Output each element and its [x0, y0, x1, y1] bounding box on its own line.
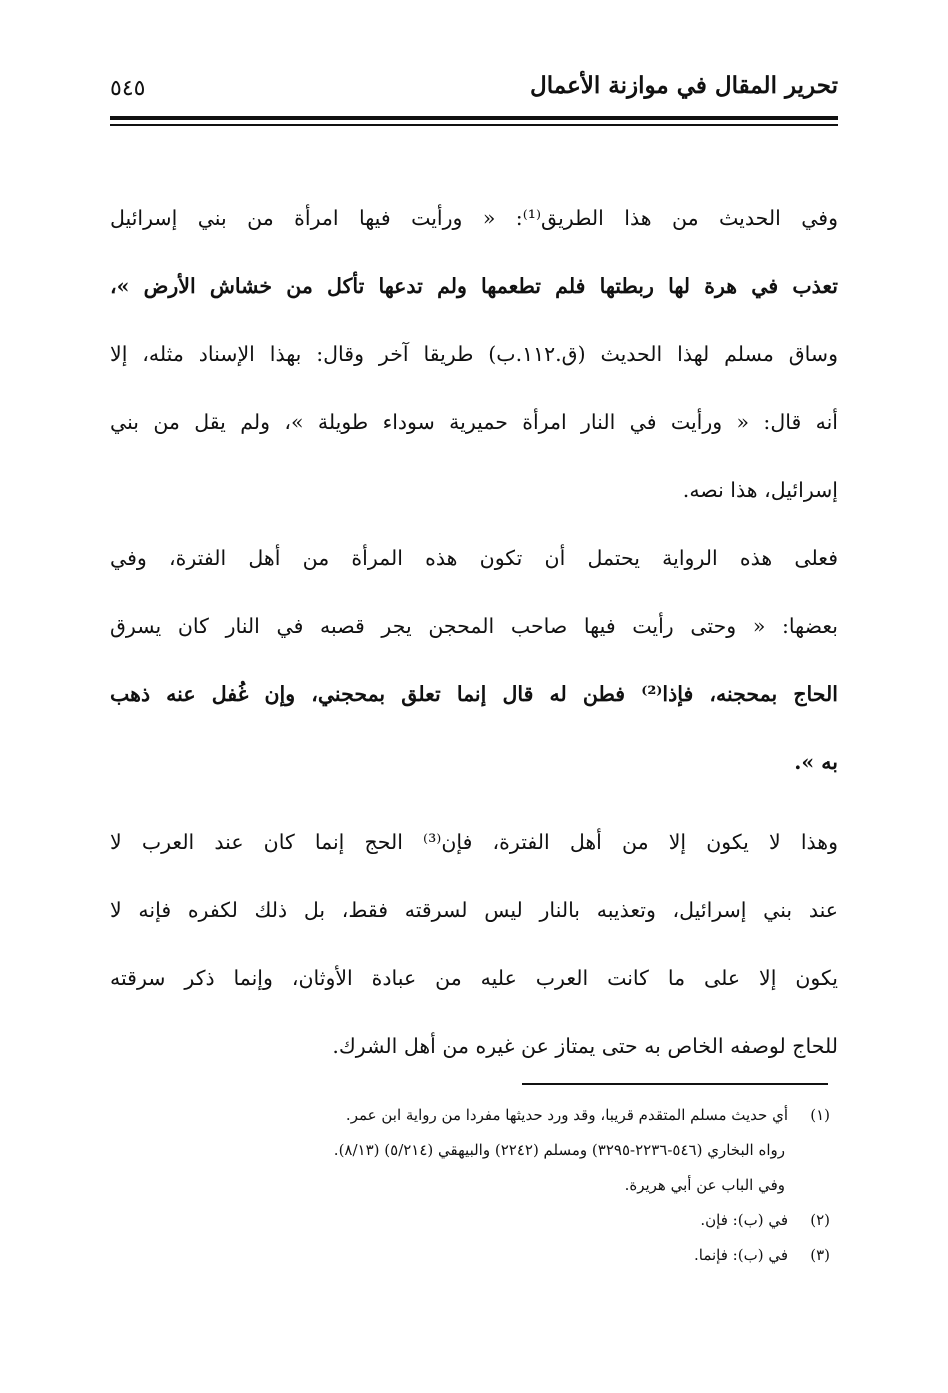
text-line: أنه قال: « ورأيت في النار امرأة حميرية سوداء طويلة »، ولم يقل من بني: [110, 410, 838, 434]
text-line: به ».: [794, 750, 838, 774]
text-line: فعلى هذه الرواية يحتمل أن تكون هذه المرأة من أهل الفترة، وفي: [110, 546, 838, 570]
footnote-text: وفي الباب عن أبي هريرة.: [624, 1176, 785, 1194]
text-line: وساق مسلم لهذا الحديث (ق.١١٢.ب) طريقا آخر وقال: بهذا الإسناد مثله، إلا: [110, 342, 838, 366]
header-rule-thick: [110, 116, 838, 120]
footnote-number: (٣): [810, 1246, 830, 1264]
footnote-text: رواه البخاري (٥٤٦-٢٢٣٦-٣٢٩٥) ومسلم (٢٢٤٢) والبيهقي (٥/٢١٤) (٨/١٣).: [333, 1141, 785, 1159]
text-line: بعضها: « وحتى رأيت فيها صاحب المحجن يجر قصبه في النار كان يسرق: [110, 614, 838, 638]
footnote-number: (٢): [810, 1211, 830, 1229]
text-line: وفي الحديث من هذا الطريق⁽¹⁾: « ورأيت فيها امرأة من بني إسرائيل: [110, 206, 838, 230]
footnote-text: أي حديث مسلم المتقدم قريبا، وقد ورد حديثها مفردا من رواية ابن عمر.: [345, 1106, 788, 1124]
text-line: الحاج بمحجنه، فإذا⁽²⁾ فطن له قال إنما تعلق بمحجني، وإن غُفل عنه ذهب: [110, 682, 838, 706]
footnote-separator: [522, 1083, 828, 1085]
footnote-item: [160, 1170, 830, 1205]
text-line: تعذب في هرة لها ربطتها فلم تطعمها ولم تدعها تأكل من خشاش الأرض »،: [110, 274, 838, 298]
text-line: للحاج لوصفه الخاص به حتى يمتاز عن غيره من أهل الشرك.: [332, 1034, 838, 1058]
text-line: عند بني إسرائيل، وتعذيبه بالنار ليس لسرقته فقط، بل ذلك لكفره فإنه لا: [110, 898, 838, 922]
footnote-item: [160, 1100, 830, 1135]
footnote-item: [160, 1135, 830, 1170]
main-text: [110, 192, 838, 1088]
footnote-item: [160, 1205, 830, 1240]
text-line: وهذا لا يكون إلا من أهل الفترة، فإن⁽³⁾ الحج إنما كان عند العرب لا: [110, 830, 838, 854]
running-title: تحرير المقال في موازنة الأعمال: [530, 72, 838, 99]
page-number: ٥٤٥: [110, 76, 146, 101]
text-line: إسرائيل، هذا نصه.: [682, 478, 838, 502]
header-rule-thin: [110, 124, 838, 126]
footnote-text: في (ب): فإن.: [700, 1211, 788, 1229]
page-header: [110, 62, 838, 128]
footnote-text: في (ب): فإنما.: [693, 1246, 788, 1264]
footnote-number: (١): [810, 1106, 830, 1124]
footnote-item: [160, 1240, 830, 1275]
text-line: يكون إلا على ما كانت العرب عليه من عبادة الأوثان، وإنما ذكر سرقته: [110, 966, 838, 990]
footnotes: [160, 1100, 830, 1275]
